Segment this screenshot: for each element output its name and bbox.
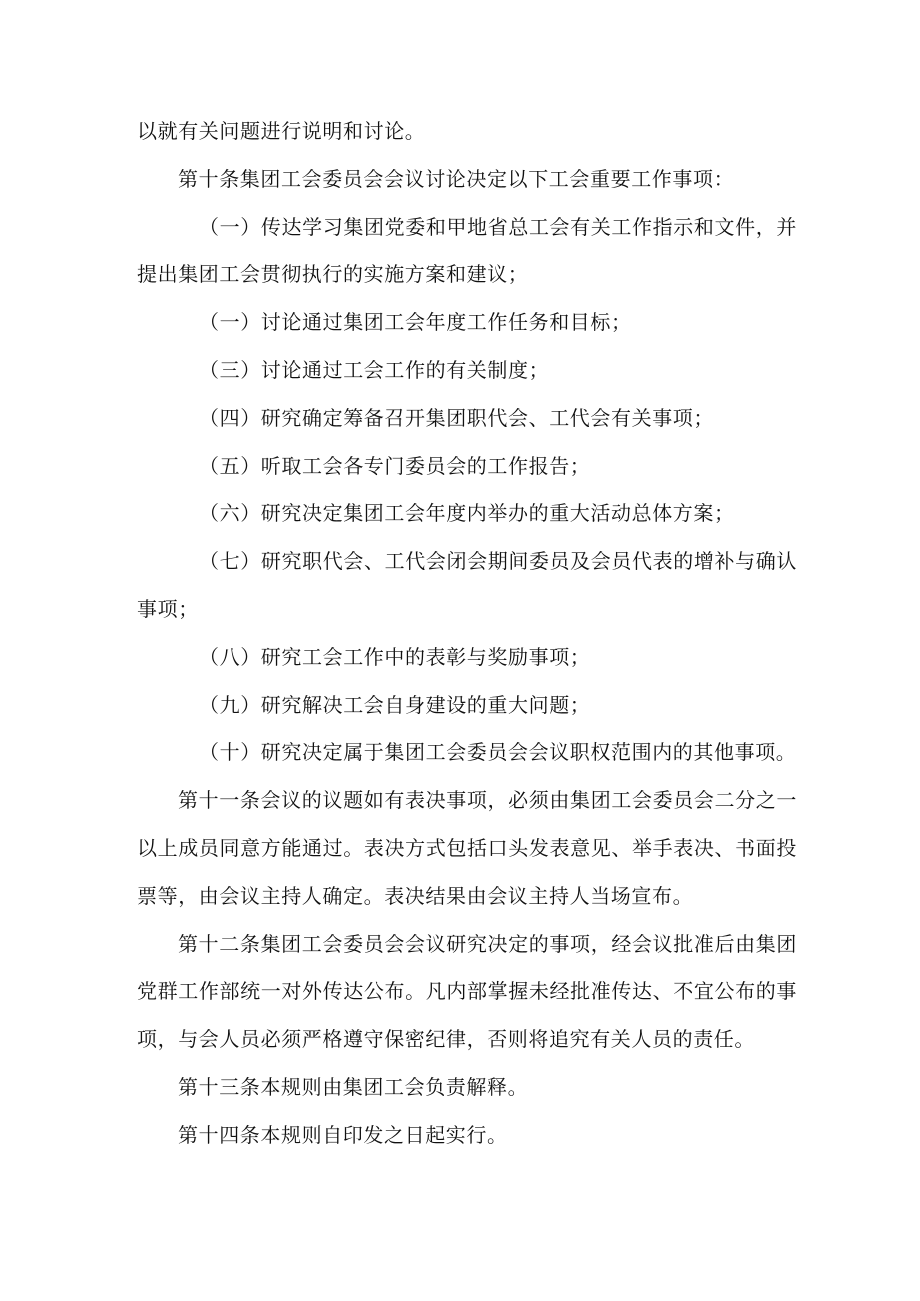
article-11: 第十一条会议的议题如有表决事项，必须由集团工会委员会二分之一以上成员同意方能通过。表决方式包括口头发表意见、举手表决、书面投票等，由会议主持人确定。表决结果由会议主持人当场宣布。	[137, 788, 797, 908]
article-10-item-5: （五）听取工会各专门委员会的工作报告；	[199, 453, 591, 478]
article-10-item-1: （一）传达学习集团党委和甲地省总工会有关工作指示和文件，并提出集团工会贯彻执行的实施方案和建议；	[137, 214, 797, 287]
article-10-heading: 第十条集团工会委员会会议讨论决定以下工会重要工作事项：	[178, 166, 735, 191]
article-10-item-8: （八）研究工会工作中的表彰与奖励事项；	[199, 644, 591, 669]
article-10-item-7: （七）研究职代会、工代会闭会期间委员及会员代表的增补与确认事项；	[137, 549, 797, 621]
article-14: 第十四条本规则自印发之日起实行。	[178, 1122, 508, 1147]
article-12: 第十二条集团工会委员会会议研究决定的事项，经会议批准后由集团党群工作部统一对外传达公布。凡内部掌握未经批准传达、不宜公布的事项，与会人员必须严格遵守保密纪律，否则将追究有关人员的责任。	[137, 931, 797, 1052]
article-10-item-3: （三）讨论通过工会工作的有关制度；	[199, 357, 550, 382]
article-10-item-4: （四）研究确定筹备召开集团职代会、工代会有关事项；	[199, 405, 714, 430]
paragraph-continuation: 以就有关问题进行说明和讨论。	[137, 119, 426, 143]
article-10-item-2: （一）讨论通过集团工会年度工作任务和目标；	[199, 310, 632, 335]
article-10-item-9: （九）研究解决工会自身建设的重大问题；	[199, 692, 591, 717]
article-10-item-10: （十）研究决定属于集团工会委员会会议职权范围内的其他事项。	[199, 740, 797, 765]
document-body	[137, 108, 797, 1160]
article-13: 第十三条本规则由集团工会负责解释。	[178, 1074, 529, 1099]
article-10-item-6: （六）研究决定集团工会年度内举办的重大活动总体方案；	[199, 501, 735, 526]
